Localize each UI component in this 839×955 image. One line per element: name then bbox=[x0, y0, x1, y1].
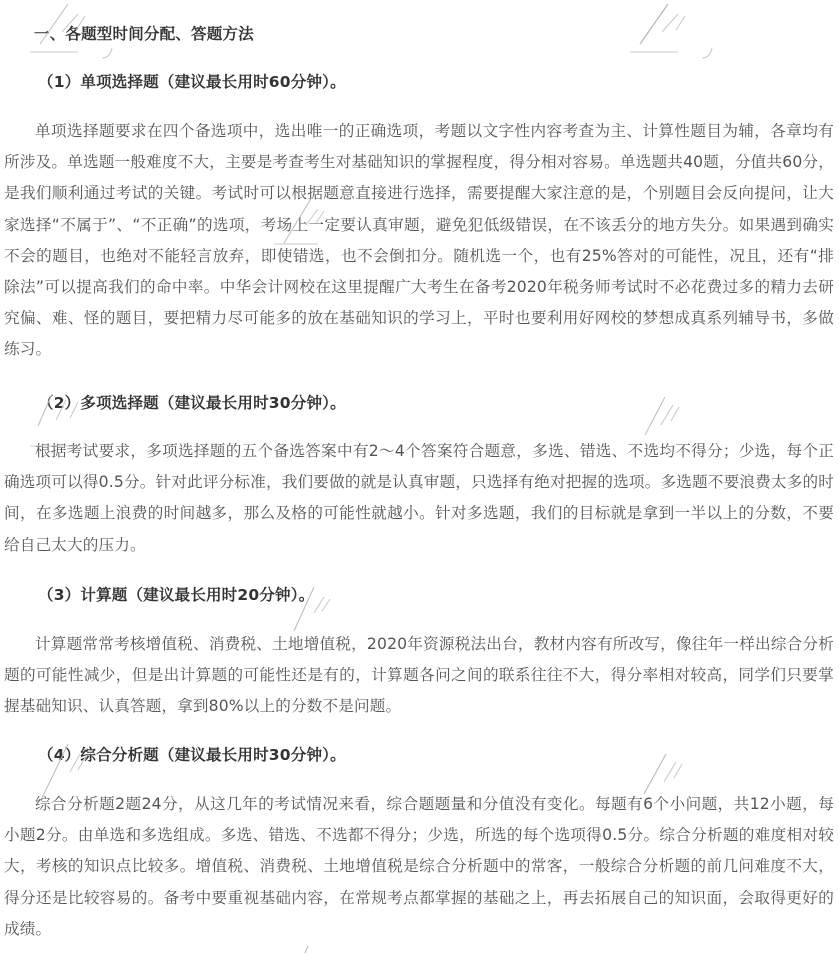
watermark-mark bbox=[630, 2, 720, 64]
section-title: 一、各题型时间分配、答题方法 bbox=[34, 25, 254, 43]
part-1-heading: （1）单项选择题（建议最长用时60分钟）。 bbox=[38, 73, 346, 91]
watermark-mark bbox=[302, 945, 312, 955]
part-2-heading: （2）多项选择题（建议最长用时30分钟）。 bbox=[38, 394, 346, 412]
part-2-body: 根据考试要求，多项选择题的五个备选答案中有2～4个答案符合题意，多选、错选、不选均不得分；少选，每个正确选项可以得0.5分。针对此评分标准，我们要做的就是认真审题，只选择有绝对把握的选项。多选题不要浪费太多的时间，在多选题上浪费的时间越多，那么及格的可能性就越小。针对多选题，我们的目标就是拿到一半以上的分数，不要给自己太大的压力。 bbox=[4, 442, 834, 554]
part-3-body: 计算题常常考核增值税、消费税、土地增值税，2020年资源税法出台，教材内容有所改写，像往年一样出综合分析题的可能性减少，但是出计算题的可能性还是有的，计算题各问之间的联系往往不大，得分率相对较高，同学们只要掌握基础知识、认真答题，拿到80%以上的分数不是问题。 bbox=[4, 635, 834, 716]
part-3-heading: （3）计算题（建议最长用时20分钟）。 bbox=[38, 586, 315, 604]
part-4-heading: （4）综合分析题（建议最长用时30分钟）。 bbox=[38, 746, 346, 764]
part-4-body: 综合分析题2题24分，从这几年的考试情况来看，综合题题量和分值没有变化。每题有6个小问题，共12小题，每小题2分。由单选和多选组成。多选、错选、不选都不得分；少选，所选的每个选项得0.5分。综合分析题的难度相对较大，考核的知识点比较多。增值税、消费税、土地增值税是综合分析题中的常客，一般综合分析题的前几问难度不大，得分还是比较容易的。备考中要重视基础内容，在常规考点都掌握的基础之上，再去拓展自己的知识面，会取得更好的成绩。 bbox=[4, 795, 834, 938]
part-1-body: 单项选择题要求在四个备选项中，选出唯一的正确选项，考题以文字性内容考查为主、计算性题目为辅，各章均有所涉及。单选题一般难度不大，主要是考查考生对基础知识的掌握程度，得分相对容易。单选题共40题，分值共60分，是我们顺利通过考试的关键。考试时可以根据题意直接进行选择，需要提醒大家注意的是，个别题目会反向提问，让大家选择“不属于”、“不正确”的选项，考场上一定要认真审题，避免犯低级错误，在不该丢分的地方失分。如果遇到确实不会的题目，也绝对不能轻言放弃，即使错选，也不会倒扣分。随机选一个，也有25%答对的可能性，况且，还有“排除法”可以提高我们的命中率。中华会计网校在这里提醒广大考生在备考2020年税务师考试时不必花费过多的精力去研究偏、难、怪的题目，要把精力尽可能多的放在基础知识的学习上，平时也要利用好网校的梦想成真系列辅导书，多做练习。 bbox=[4, 122, 834, 359]
